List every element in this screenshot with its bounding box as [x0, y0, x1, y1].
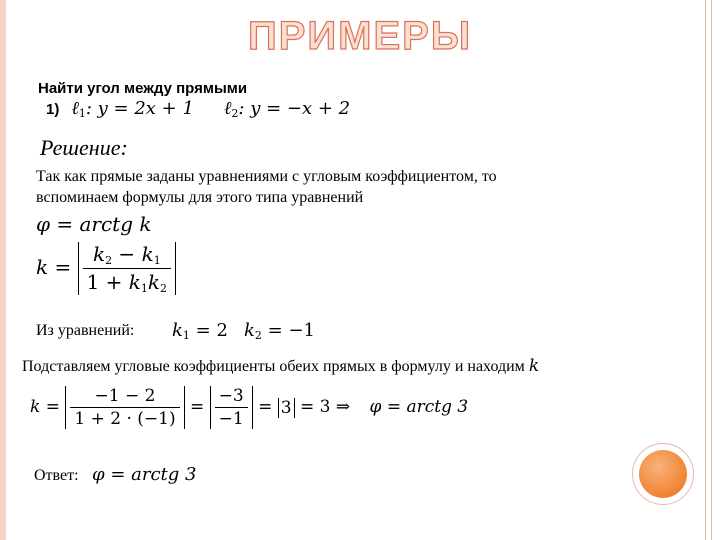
task-equations [46, 98, 350, 120]
left-frame-border [0, 0, 6, 540]
from-equations-label: Из уравнений: [36, 322, 135, 339]
formula-k: k = $\frac{k_2 - k_1}{1 + k_1k_2}$ [36, 242, 176, 295]
calculation: k = $\frac{-1 - 2}{1 + 2 \cdot (-1)}$ = $\frac{-3}{-1}$ = 3 = 3 ⇒ φ = arctg 3 [30, 386, 469, 429]
paragraph-line-1: Так как прямые заданы уравнениями с угловым коэффициентом, то [36, 168, 497, 185]
right-frame-line [705, 0, 706, 540]
line1-equation: ℓ$_1$: y = 2x + 1 [71, 98, 194, 120]
k2-value: $k_2 = -1$ [244, 320, 315, 342]
k1-value: $k_1 = 2$ [172, 320, 228, 342]
item-number: 1) [46, 101, 60, 118]
formula-phi: φ = arctg k [36, 212, 152, 236]
answer-label: Ответ: [34, 467, 79, 484]
decorative-orange-circle [639, 450, 687, 498]
paragraph-line-2: вспоминаем формулы для этого типа уравнений [36, 189, 364, 206]
answer-formula: φ = arctg 3 [92, 464, 197, 485]
slide-title: ПРИМЕРЫ [247, 14, 473, 58]
substitute-text: Подставляем угловые коэффициенты обеих прямых в формулу и находим k [22, 356, 540, 376]
task-text: Найти угол между прямыми [38, 80, 248, 97]
right-frame-line-outer [711, 0, 712, 540]
solution-label: Решение: [40, 135, 128, 160]
line2-equation: ℓ$_2$: y = −x + 2 [223, 98, 351, 120]
